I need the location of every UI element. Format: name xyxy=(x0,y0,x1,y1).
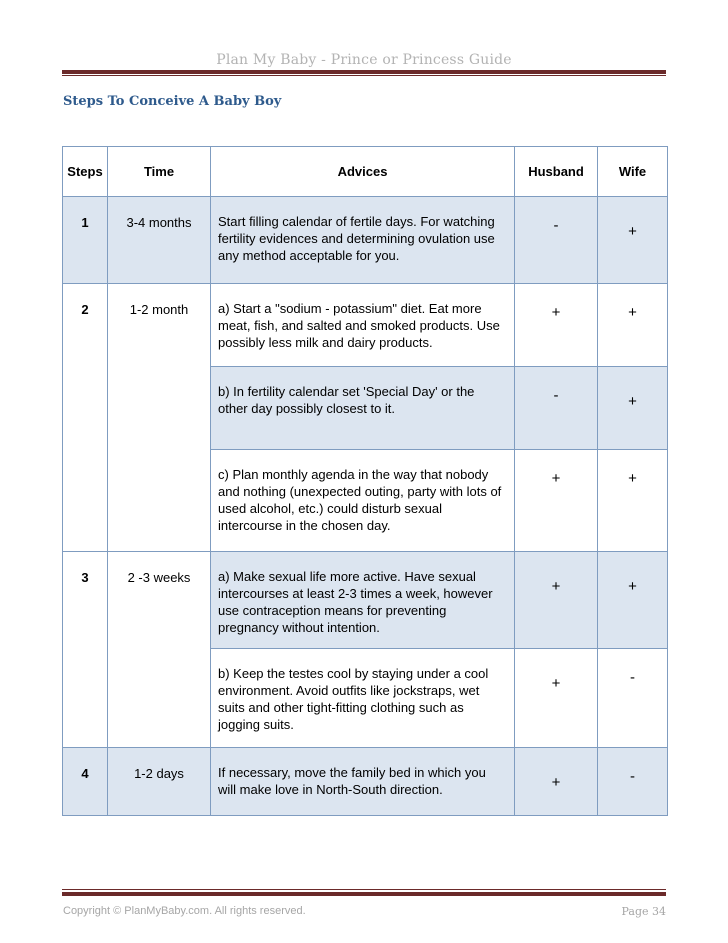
wife-mark: + xyxy=(598,552,668,649)
column-header-advices: Advices xyxy=(211,147,515,197)
steps-table xyxy=(62,146,668,816)
table-row xyxy=(63,197,668,284)
step-time: 2 -3 weeks xyxy=(108,552,211,748)
husband-mark: - xyxy=(515,197,598,284)
step-number: 2 xyxy=(63,284,108,552)
column-header-wife: Wife xyxy=(598,147,668,197)
husband-mark: + xyxy=(515,649,598,748)
footer-divider xyxy=(62,892,666,896)
footer-copyright: Copyright © PlanMyBaby.com. All rights reserved. xyxy=(63,905,306,917)
husband-mark: + xyxy=(515,284,598,367)
wife-mark: + xyxy=(598,284,668,367)
wife-mark: + xyxy=(598,367,668,450)
step-advice: a) Make sexual life more active. Have sexual intercourses at least 2-3 times a week, however use contraception means for preventing pregnancy without intention. xyxy=(211,552,515,649)
step-time: 1-2 days xyxy=(108,748,211,816)
step-advice: If necessary, move the family bed in which you will make love in North-South direction. xyxy=(211,748,515,816)
table-row xyxy=(63,552,668,649)
step-number: 4 xyxy=(63,748,108,816)
step-advice: b) In fertility calendar set 'Special Day' or the other day possibly closest to it. xyxy=(211,367,515,450)
column-header-steps: Steps xyxy=(63,147,108,197)
step-advice: Start filling calendar of fertile days. For watching fertility evidences and determining ovulation use any method acceptable for you. xyxy=(211,197,515,284)
step-advice: b) Keep the testes cool by staying under a cool environment. Avoid outfits like jockstraps, wet suits and other tight-fitting clothing such as jogging suits. xyxy=(211,649,515,748)
step-time: 3-4 months xyxy=(108,197,211,284)
step-time: 1-2 month xyxy=(108,284,211,552)
table-row xyxy=(63,284,668,367)
step-number: 1 xyxy=(63,197,108,284)
header-divider xyxy=(62,70,666,74)
step-advice: c) Plan monthly agenda in the way that nobody and nothing (unexpected outing, party with lots of used alcohol, etc.) could disturb sexual intercourse in the chosen day. xyxy=(211,450,515,552)
husband-mark: + xyxy=(515,450,598,552)
wife-mark: + xyxy=(598,197,668,284)
husband-mark: + xyxy=(515,748,598,816)
step-advice: a) Start a "sodium - potassium" diet. Eat more meat, fish, and salted and smoked products. Use possibly less milk and dairy products. xyxy=(211,284,515,367)
wife-mark: - xyxy=(598,748,668,816)
wife-mark: - xyxy=(598,649,668,748)
step-number: 3 xyxy=(63,552,108,748)
wife-mark: + xyxy=(598,450,668,552)
husband-mark: + xyxy=(515,552,598,649)
table-header-row xyxy=(63,147,668,197)
footer-page-number: Page 34 xyxy=(621,905,666,918)
page-header-title: Plan My Baby - Prince or Princess Guide xyxy=(216,52,512,68)
table-row xyxy=(63,748,668,816)
section-heading: Steps To Conceive A Baby Boy xyxy=(63,94,282,109)
footer-divider-thin xyxy=(62,889,666,890)
header-divider-thin xyxy=(62,75,666,76)
column-header-husband: Husband xyxy=(515,147,598,197)
column-header-time: Time xyxy=(108,147,211,197)
husband-mark: - xyxy=(515,367,598,450)
